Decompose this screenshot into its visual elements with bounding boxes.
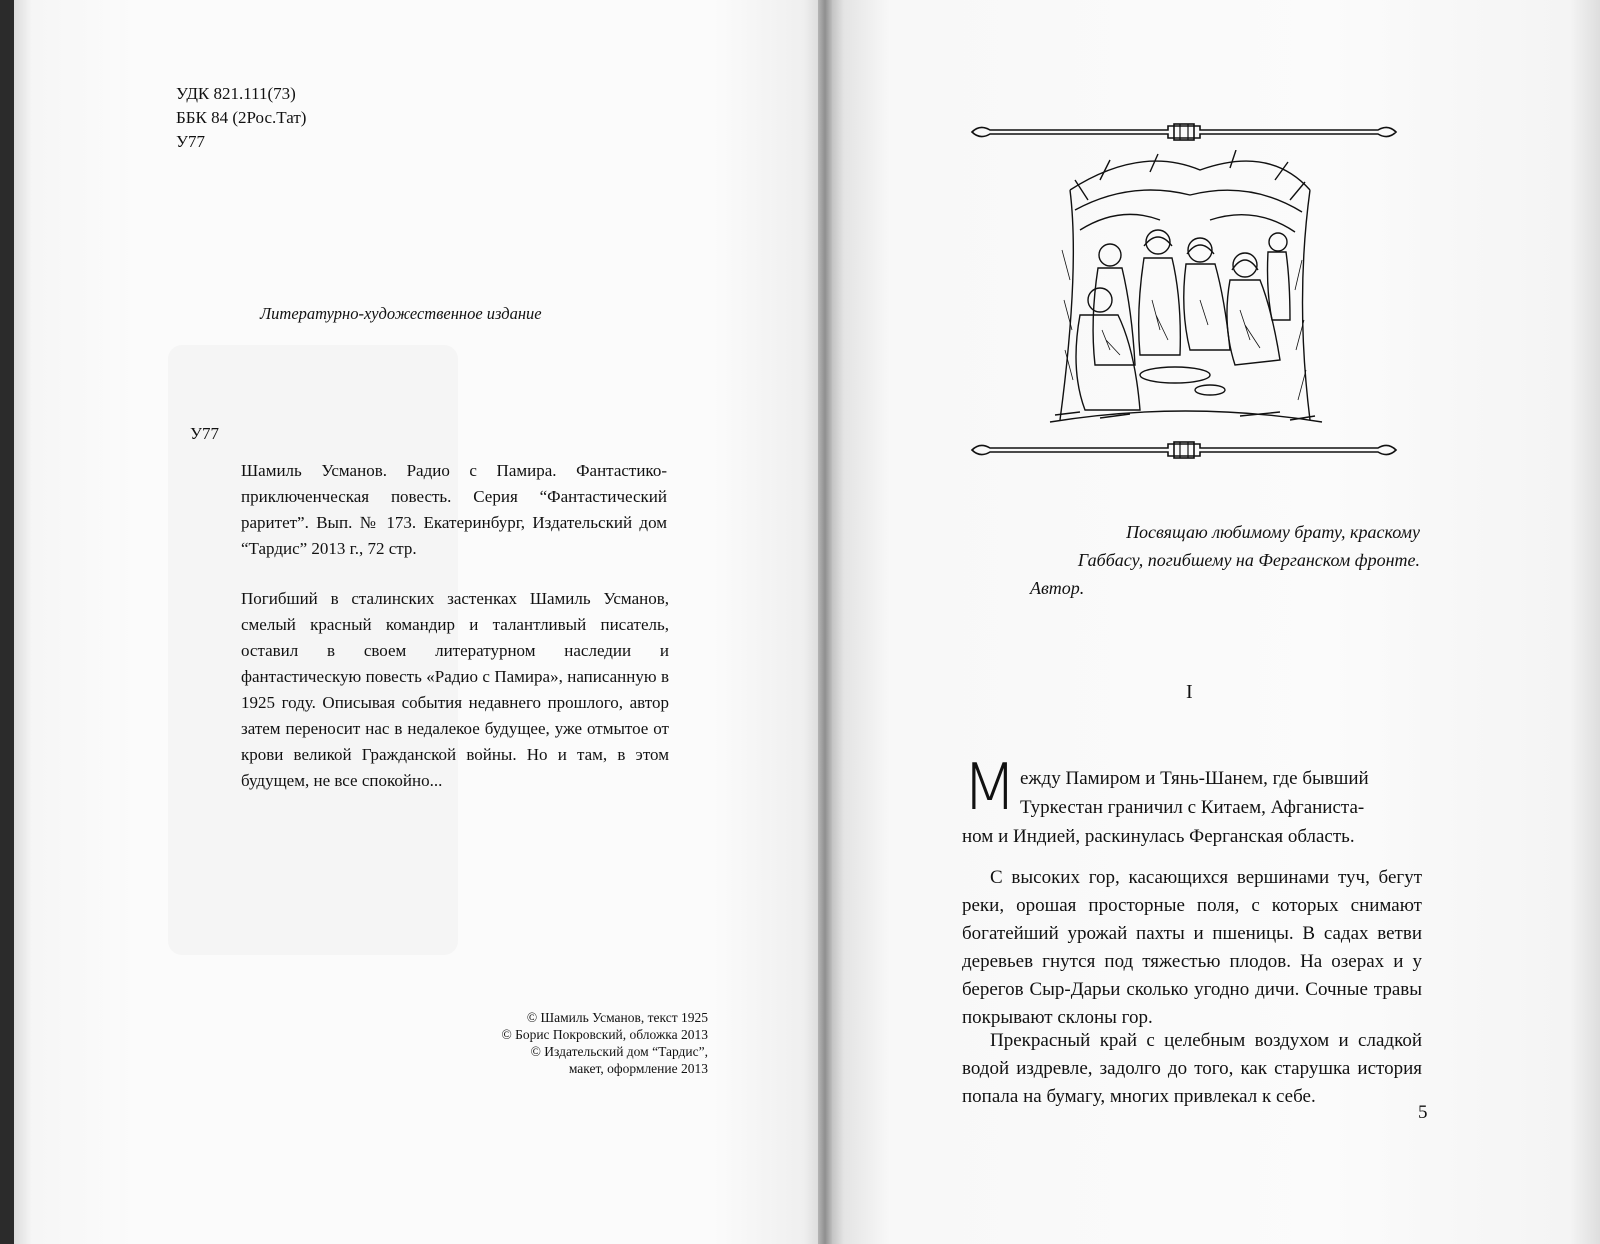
bibliographic-entry: Шамиль Усманов. Радио с Памира. Фантастико-приключенческая повесть. Серия “Фантастический раритет”. Вып. № 173. Екатеринбург, Издательский дом “Тардис” 2013 г., 72 стр. [241, 461, 667, 558]
dedication-signature: Автор. [1030, 578, 1085, 598]
paragraph: Прекрасный край с целебным воздухом и сладкой водой издревле, задолго до того, как старушка история попала на бумагу, многих привлекал к себе. [962, 1030, 1422, 1107]
dedication-line: Габбасу, погибшему на Ферганском фронте. [1077, 550, 1420, 570]
copyright-line: © Издательский дом “Тардис”, [530, 1044, 708, 1059]
copyright-block [468, 1009, 708, 1077]
udc-code: УДК 821.111(73) [176, 84, 296, 103]
classification-codes [176, 82, 306, 154]
paragraph: С высоких гор, касающихся вершинами туч, бегут реки, орошая просторные поля, с которых снимают богатейший урожай пахты и пшеницы. В садах ветви деревьев гнутся под тяжестью плодов. На озерах и у берегов Сыр-Дарьи сколько угодно дичи. Сочные травы покрывают склоны гор. [962, 867, 1422, 1028]
book-spine [818, 0, 832, 1244]
edition-type: Литературно-художественное издание [260, 304, 542, 323]
text-line: ном и Индией, раскинулась Ферганская область. [962, 826, 1355, 847]
text-line: Туркестан граничил с Китаем, Афганиста- [1020, 797, 1365, 818]
copyright-line: © Шамиль Усманов, текст 1925 [526, 1010, 708, 1025]
dedication [950, 518, 1420, 602]
copyright-line: макет, оформление 2013 [568, 1061, 708, 1076]
opening-paragraph [962, 764, 1422, 851]
bbk-code: ББК 84 (2Рос.Тат) [176, 108, 307, 127]
author-mark-secondary: У77 [190, 424, 220, 443]
engraving-people-under-tree-icon [1040, 150, 1330, 428]
annotation: Погибший в сталинских застенках Шамиль Усманов, смелый красный командир и талантливый писатель, оставил в своем литературном наследии и фантастическую повесть «Радио с Памира», написанную в 1925 году. Описывая события недавнего прошлого, автор затем переносит нас в недалекое будущее, уже отмытое от крови великой Гражданской войны. Но и там, в этом будущем, не все спокойно... [241, 589, 669, 790]
drop-cap: М [962, 751, 1018, 825]
page-number: 5 [1418, 1102, 1428, 1123]
copyright-line: © Борис Покровский, обложка 2013 [501, 1027, 708, 1042]
text-line: ежду Памиром и Тянь-Шанем, где бывший [1020, 768, 1369, 789]
chapter-number: I [1186, 681, 1193, 703]
ornament-rule-icon [968, 122, 1400, 142]
author-mark: У77 [176, 132, 206, 151]
dedication-line: Посвящаю любимому брату, краскому [1126, 522, 1420, 542]
ornament-rule-icon [968, 440, 1400, 460]
